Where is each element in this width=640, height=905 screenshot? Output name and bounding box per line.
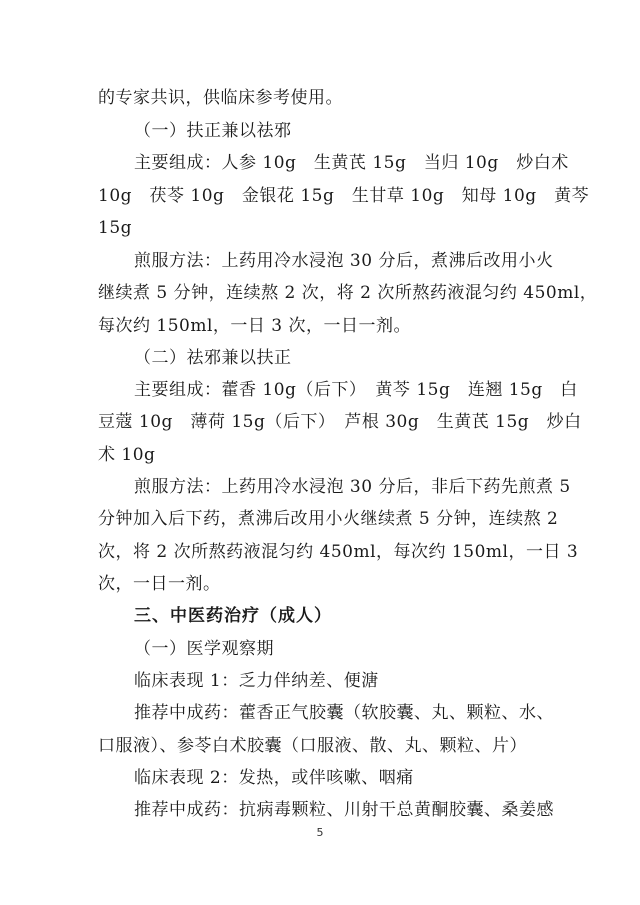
text-line-decoction-1: 煎服方法：上药用冷水浸泡 30 分后，煮沸后改用小火 [134, 251, 554, 271]
text-line-recommend-1-cont: 口服液）、参苓白术胶囊（口服液、散、丸、颗粒、片） [98, 736, 527, 756]
text-line-continuation: 的专家共识，供临床参考使用。 [98, 88, 343, 108]
text-line-decoction-2: 煎服方法：上药用冷水浸泡 30 分后，非后下药先煎煮 5 [134, 477, 571, 497]
text-line-composition-1-cont: 10g 茯苓 10g 金银花 15g 生甘草 10g 知母 10g 黄芩 [98, 186, 590, 206]
text-line-clinical-2: 临床表现 2：发热，或伴咳嗽、咽痛 [134, 768, 414, 788]
section-heading-tcm-treatment: 三、中医药治疗（成人） [134, 606, 332, 626]
text-line-composition-2-cont: 豆蔻 10g 薄荷 15g（后下） 芦根 30g 生黄芪 15g 炒白 [98, 412, 582, 432]
subheading-quxie: （二）祛邪兼以扶正 [134, 348, 292, 368]
text-line-recommend-1: 推荐中成药：藿香正气胶囊（软胶囊、丸、颗粒、水、 [134, 703, 554, 723]
subheading-fuzheng: （一）扶正兼以祛邪 [134, 121, 292, 141]
text-line-recommend-2: 推荐中成药：抗病毒颗粒、川射干总黄酮胶囊、桑姜感 [134, 800, 554, 820]
text-line-composition-2: 主要组成：藿香 10g（后下） 黄芩 15g 连翘 15g 白 [134, 380, 578, 400]
text-line-composition-1-end: 15g [98, 218, 133, 238]
text-line-decoction-1-end: 每次约 150ml，一日 3 次，一日一剂。 [98, 316, 412, 336]
text-line-composition-2-end: 术 10g [98, 445, 156, 465]
subheading-observation-period: （一）医学观察期 [134, 639, 274, 659]
text-line-composition-1: 主要组成：人参 10g 生黄芪 15g 当归 10g 炒白术 [134, 153, 569, 173]
text-line-decoction-2-cont2: 次，将 2 次所熬药液混匀约 450ml，每次约 150ml，一日 3 [98, 542, 579, 562]
text-line-decoction-2-end: 次，一日一剂。 [98, 574, 221, 594]
text-line-clinical-1: 临床表现 1：乏力伴纳差、便溏 [134, 671, 379, 691]
page-number: 5 [316, 826, 324, 839]
text-line-decoction-2-cont: 分钟加入后下药，煮沸后改用小火继续煮 5 分钟，连续熬 2 [98, 509, 559, 529]
text-line-decoction-1-cont: 继续煮 5 分钟，连续熬 2 次，将 2 次所熬药液混匀约 450ml， [98, 283, 598, 303]
